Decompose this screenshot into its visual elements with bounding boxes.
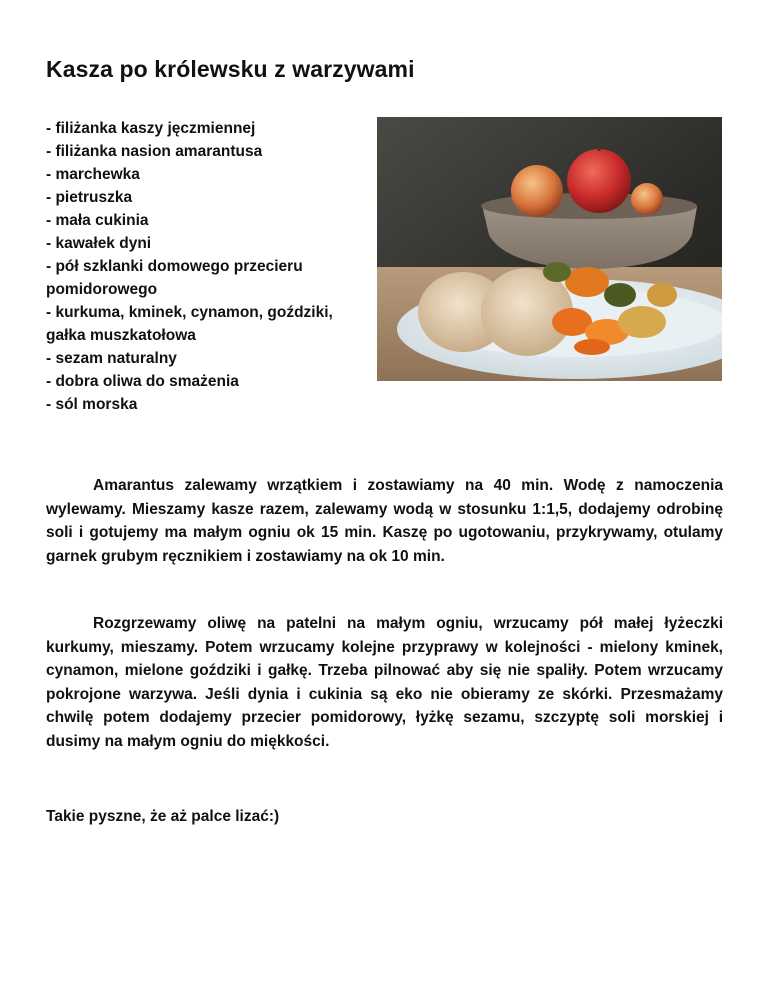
ingredient-item: - kawałek dyni <box>46 235 152 252</box>
ingredient-item: - kurkuma, kminek, cynamon, goździki, gałka muszkatołowa <box>46 304 333 344</box>
ingredient-item: - dobra oliwa do smażenia <box>46 373 239 390</box>
ingredient-item: - filiżanka nasion amarantusa <box>46 143 263 160</box>
ingredient-item: - filiżanka kaszy jęczmiennej <box>46 120 256 137</box>
instruction-paragraph: Amarantus zalewamy wrzątkiem i zostawiamy na 40 min. Wodę z namoczenia wylewamy. Mieszamy kasze razem, zalewamy wodą w stosunku 1:1,5, dodajemy odrobinę soli i gotujemy ma małym ogniu ok 15 min. Kaszę po ugotowaniu, przykrywamy, otulamy garnek grubym ręcznikiem i zostawiamy na ok 10 min. <box>46 477 723 565</box>
ingredient-item: - pół szklanki domowego przecieru pomidorowego <box>46 258 303 298</box>
instruction-paragraph: Rozgrzewamy oliwę na patelni na małym ogniu, wrzucamy pół małej łyżeczki kurkumy, mieszamy. Potem wrzucamy kolejne przyprawy w kolejności - mielony kminek, cynamon, mielone goździki i gałkę. Trzeba pilnować aby się nie spaliły. Potem wrzucamy pokrojone warzywa. Jeśli dynia i cukinia są eko nie obieramy ze skórki. Przesmażamy chwilę potem dodajemy przecier pomidorowy, łyżkę sezamu, szczyptę soli morskiej i dusimy na małym ogniu do miękkości. <box>46 615 723 750</box>
dish-photo <box>377 117 722 381</box>
ingredient-item: - mała cukinia <box>46 212 149 229</box>
ingredient-item: - sól morska <box>46 396 138 413</box>
ingredient-item: - pietruszka <box>46 189 133 206</box>
ingredient-list <box>46 117 376 416</box>
page-title: Kasza po królewsku z warzywami <box>46 56 415 82</box>
ingredient-item: - marchewka <box>46 166 140 183</box>
closing-line: Takie pyszne, że aż palce lizać:) <box>46 808 280 825</box>
ingredient-item: - sezam naturalny <box>46 350 177 367</box>
